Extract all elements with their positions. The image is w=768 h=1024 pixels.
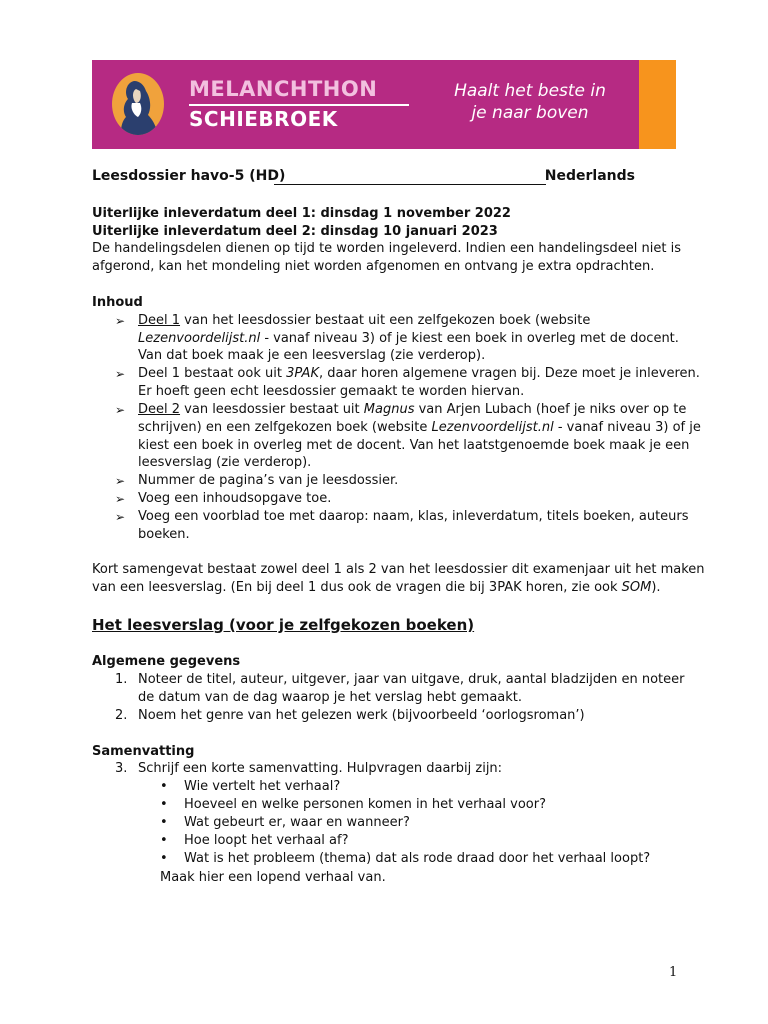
algemene-gegevens-heading: Algemene gegevens [92,654,241,669]
inhoud-item-6-line-2: boeken. [138,527,190,542]
inhoud-item-3-line-3: kiest een boek in overleg met de docent. Van het laatstgenoemde boek maak je een [138,438,690,453]
deadline-part-1: Uiterlijke inleverdatum deel 1: dinsdag 1 november 2022 [92,206,511,221]
brand-name-bottom: SCHIEBROEK [189,107,338,131]
bullet-dot-icon: • [160,797,168,812]
question-2: Hoeveel en welke personen komen in het verhaal voor? [184,797,546,812]
closing-instruction: Maak hier een lopend verhaal van. [160,870,386,885]
inhoud-item-2-line-2: Er hoeft geen echt leesdossier gemaakt te worden hiervan. [138,384,525,399]
inhoud-item-2-line-1: Deel 1 bestaat ook uit 3PAK, daar horen algemene vragen bij. Deze moet je inleveren. [138,366,700,381]
tagline-line-2: je naar boven [471,103,589,123]
inhoud-item-5: Voeg een inhoudsopgave toe. [138,491,332,506]
inhoud-item-3-line-2: schrijven) en een zelfgekozen boek (website Lezenvoordelijst.nl - vanaf niveau 3) of je [138,420,701,435]
list-number: 2. [115,708,128,723]
brand-name-top: MELANCHTHON [189,77,378,101]
inhoud-heading: Inhoud [92,295,143,310]
brand-divider [189,104,409,106]
arrow-bullet-icon: ➢ [115,492,126,506]
inhoud-item-4: Nummer de pagina’s van je leesdossier. [138,473,399,488]
page-number: 1 [669,965,678,980]
inhoud-item-6-line-1: Voeg een voorblad toe met daarop: naam, klas, inleverdatum, titels boeken, auteurs [138,509,689,524]
document-title: Leesdossier havo-5 (HD) [92,168,286,184]
leesverslag-heading: Het leesverslag (voor je zelfgekozen boeken) [92,616,475,634]
subject-label: Nederlands [544,168,635,184]
tagline-line-1: Haalt het beste in [454,81,606,101]
summary-line-2: van een leesverslag. (En bij deel 1 dus ook de vragen die bij 3PAK horen, zie ook SOM). [92,580,661,595]
list-number: 3. [115,761,128,776]
bullet-dot-icon: • [160,833,168,848]
inhoud-item-1-line-2: Lezenvoordelijst.nl - vanaf niveau 3) of je kiest een boek in overleg met de docent. [138,331,679,346]
inhoud-item-1-line-3: Van dat boek maak je een leesverslag (zie verderop). [138,348,486,363]
bullet-dot-icon: • [160,815,168,830]
list-number: 1. [115,672,128,687]
arrow-bullet-icon: ➢ [115,403,126,417]
deadline-note-line-2: afgerond, kan het mondeling niet worden afgenomen en ontvang je extra opdrachten. [92,259,655,274]
arrow-bullet-icon: ➢ [115,367,126,381]
melanchthon-portrait-logo [112,73,164,135]
document-title-row [92,167,635,185]
bullet-dot-icon: • [160,851,168,866]
inhoud-item-1-line-1: Deel 1 van het leesdossier bestaat uit een zelfgekozen boek (website [138,313,591,328]
title-underline-rule [274,184,546,185]
algemeen-item-2: Noem het genre van het gelezen werk (bijvoorbeeld ‘oorlogsroman’) [138,708,585,723]
arrow-bullet-icon: ➢ [115,510,126,524]
school-banner [92,60,676,149]
inhoud-item-3-line-4: leesverslag (zie verderop). [138,455,312,470]
algemeen-item-1-line-2: de datum van de dag waarop je het verslag hebt gemaakt. [138,690,523,705]
samenvatting-heading: Samenvatting [92,744,195,759]
banner-orange-stripe [639,60,676,149]
algemeen-item-1-line-1: Noteer de titel, auteur, uitgever, jaar van uitgave, druk, aantal bladzijden en noteer [138,672,685,687]
deadline-part-2: Uiterlijke inleverdatum deel 2: dinsdag 10 januari 2023 [92,224,498,239]
tagline [440,80,620,124]
question-3: Wat gebeurt er, waar en wanneer? [184,815,410,830]
question-5: Wat is het probleem (thema) dat als rode draad door het verhaal loopt? [184,851,651,866]
bullet-dot-icon: • [160,779,168,794]
summary-line-1: Kort samengevat bestaat zowel deel 1 als 2 van het leesdossier dit examenjaar uit het maken [92,562,705,577]
arrow-bullet-icon: ➢ [115,474,126,488]
question-4: Hoe loopt het verhaal af? [184,833,349,848]
question-1: Wie vertelt het verhaal? [184,779,341,794]
inhoud-item-3-line-1: Deel 2 van leesdossier bestaat uit Magnus van Arjen Lubach (hoef je niks over op te [138,402,687,417]
samenvatting-item-3: Schrijf een korte samenvatting. Hulpvragen daarbij zijn: [138,761,503,776]
deadline-note-line-1: De handelingsdelen dienen op tijd te worden ingeleverd. Indien een handelingsdeel niet is [92,241,681,256]
arrow-bullet-icon: ➢ [115,314,126,328]
